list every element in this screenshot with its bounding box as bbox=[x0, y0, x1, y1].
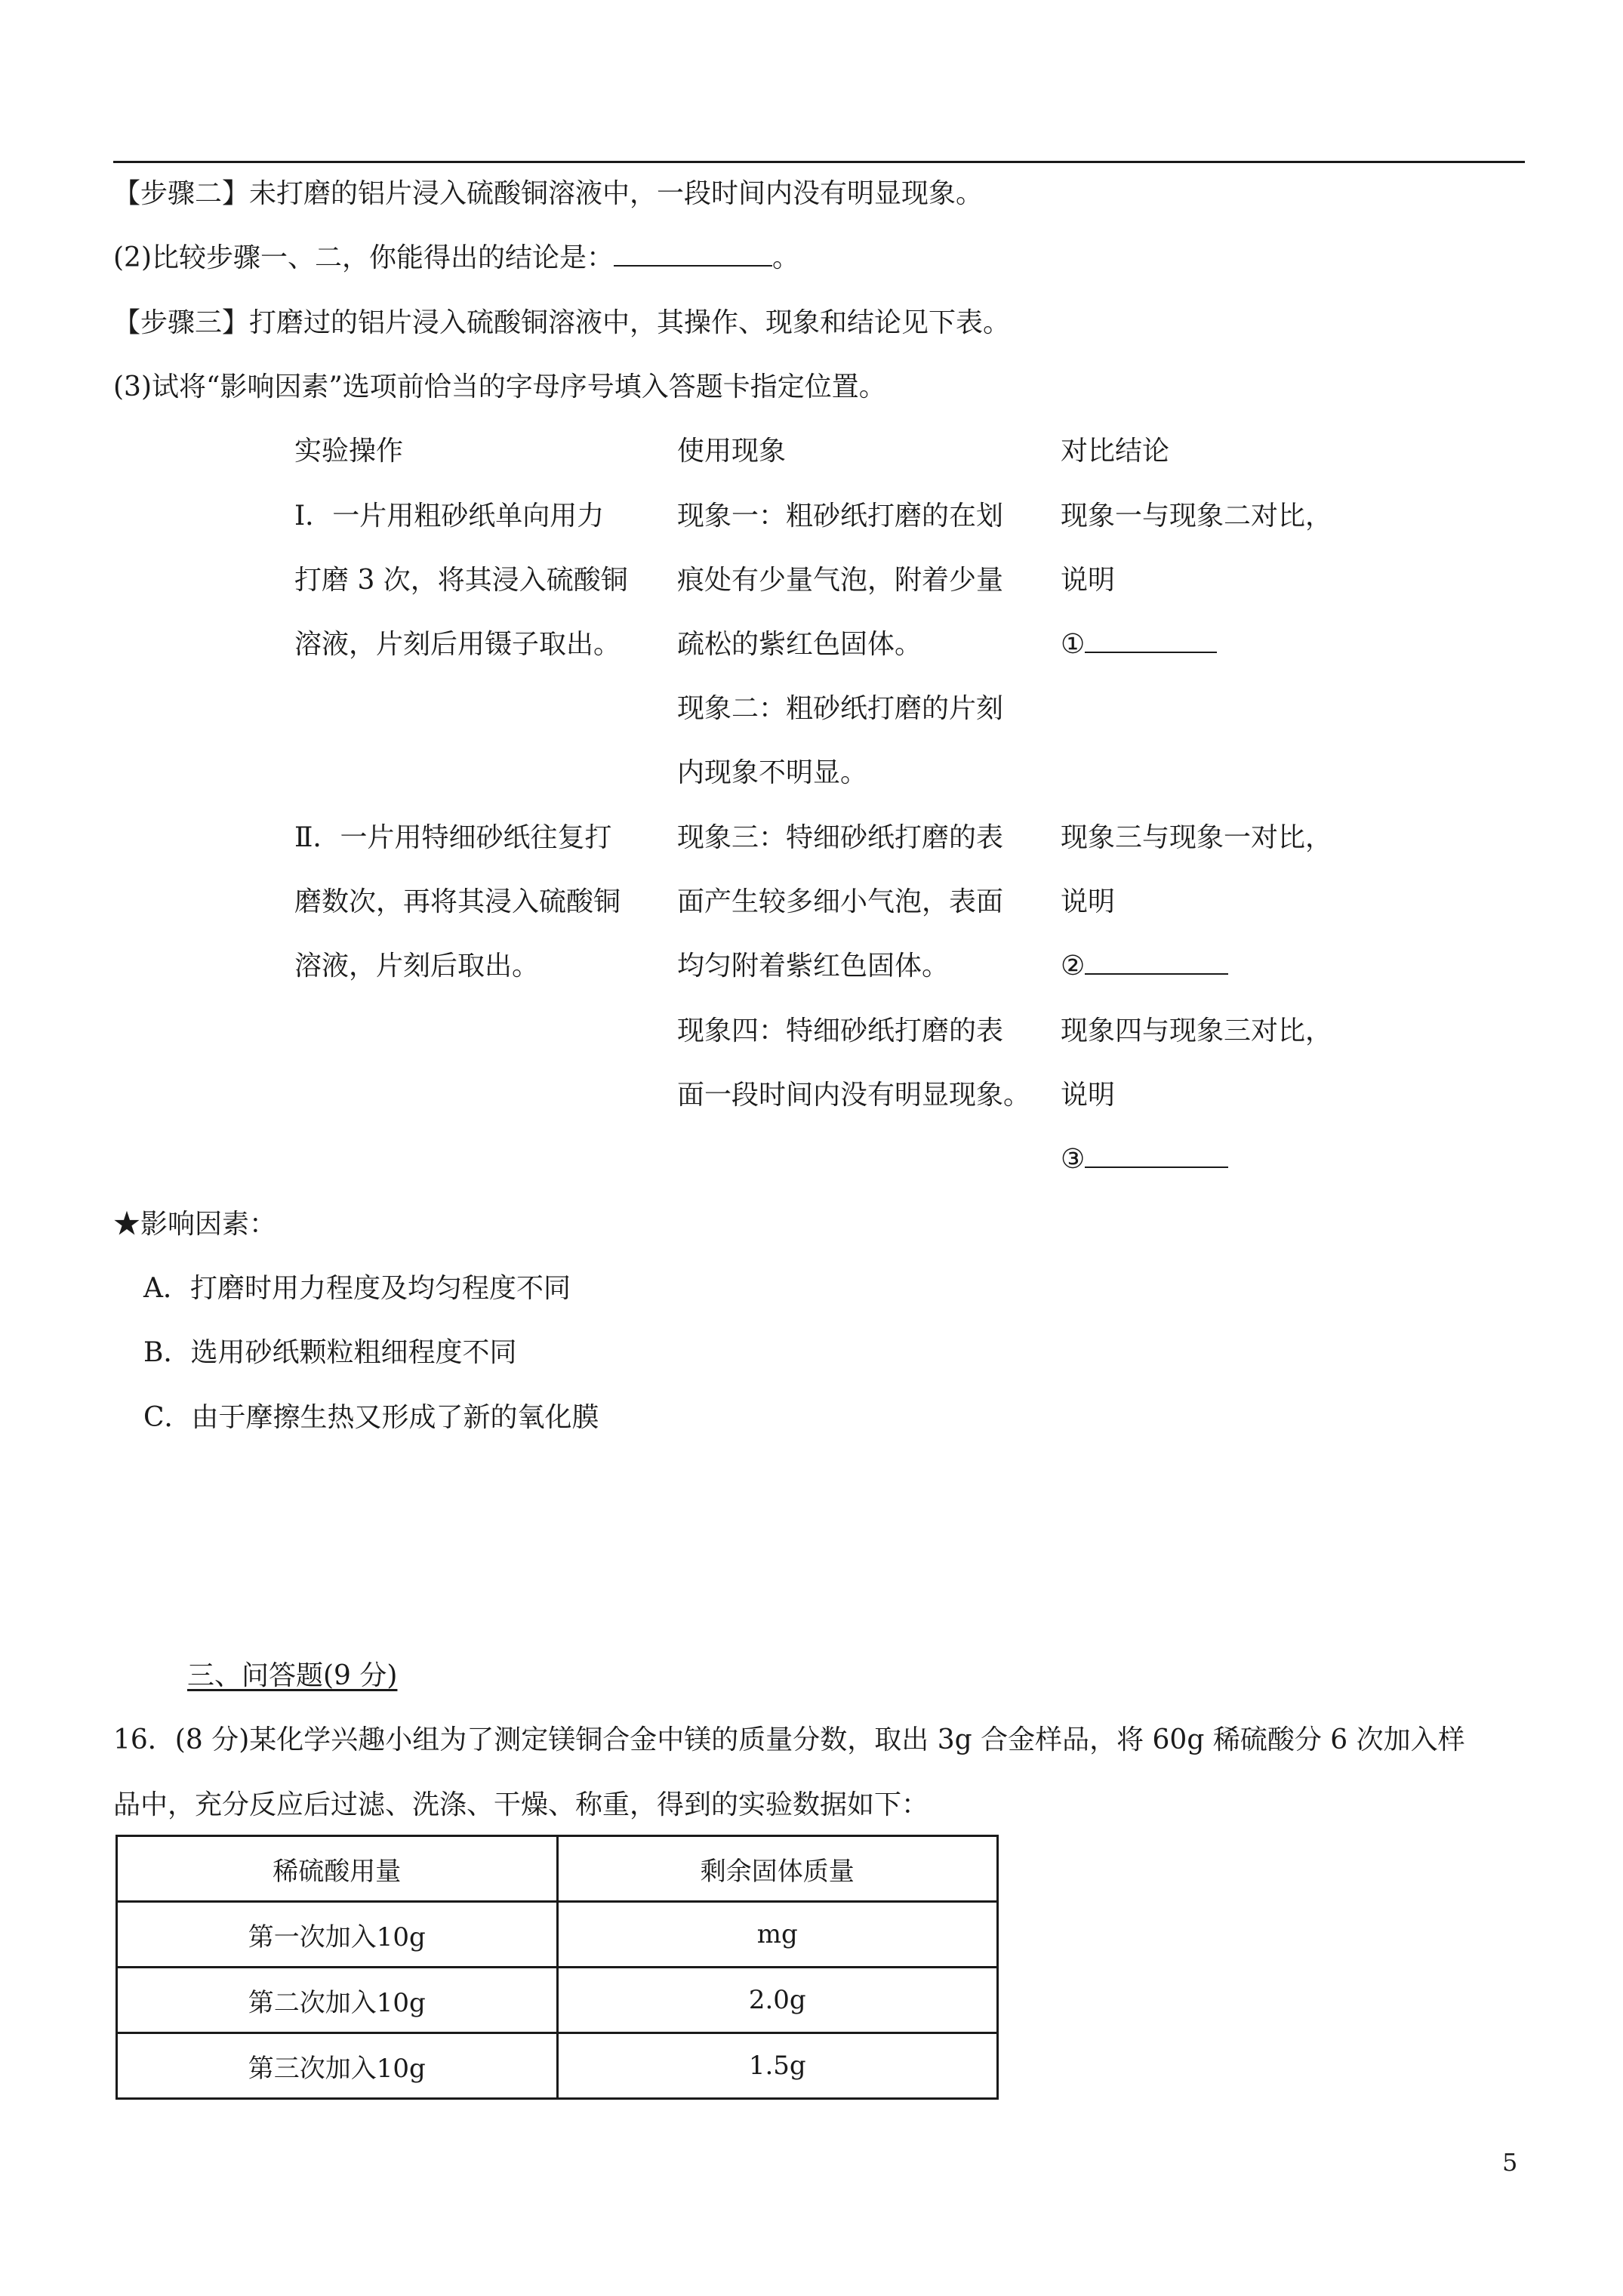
answer-blank-circled-2[interactable] bbox=[1085, 948, 1228, 975]
answer-blank-circled-3[interactable] bbox=[1085, 1141, 1228, 1168]
page-number: 5 bbox=[1502, 2148, 1518, 2177]
table-row bbox=[117, 1968, 998, 2033]
header-rule bbox=[113, 161, 1525, 163]
circled-2: ② bbox=[1061, 951, 1086, 982]
op1-line: Ⅰ．一片用粗砂纸单向用力 bbox=[294, 501, 605, 532]
con1-line: 现象一与现象二对比， bbox=[1061, 501, 1333, 532]
op2-line: 磨数次，再将其浸入硫酸铜 bbox=[294, 886, 621, 917]
con2-answer bbox=[1061, 948, 1228, 985]
ph1-line: 疏松的紫红色固体。 bbox=[677, 629, 922, 660]
table-cell: 第二次加入10g bbox=[117, 1968, 558, 2033]
table-cell: 第三次加入10g bbox=[117, 2033, 558, 2099]
ph2-line: 现象四：特细砂纸打磨的表 bbox=[677, 1015, 1004, 1046]
con3-line: 说明 bbox=[1061, 1080, 1116, 1111]
ph2-line: 面产生较多细小气泡，表面 bbox=[677, 886, 1004, 917]
ph2-line: 现象三：特细砂纸打磨的表 bbox=[677, 822, 1004, 853]
ph1-line: 痕处有少量气泡，附着少量 bbox=[677, 565, 1004, 596]
circled-3: ③ bbox=[1061, 1144, 1086, 1175]
header-operation: 实验操作 bbox=[294, 436, 404, 467]
op1-line: 溶液，片刻后用镊子取出。 bbox=[294, 629, 621, 660]
con3-line: 现象四与现象三对比， bbox=[1061, 1015, 1333, 1046]
step2-text: 【步骤二】未打磨的铝片浸入硫酸铜溶液中，一段时间内没有明显现象。 bbox=[113, 178, 984, 209]
question-2-text: (2)比较步骤一、二，你能得出的结论是： bbox=[113, 242, 614, 273]
ph1-line: 现象二：粗砂纸打磨的片刻 bbox=[677, 693, 1004, 724]
answer-blank-circled-1[interactable] bbox=[1085, 626, 1217, 653]
circled-1: ① bbox=[1061, 629, 1086, 660]
table-header-row bbox=[117, 1836, 998, 1902]
ph2-line: 面一段时间内没有明显现象。 bbox=[677, 1080, 1031, 1111]
table-cell: mg bbox=[557, 1902, 998, 1968]
table-row bbox=[117, 1902, 998, 1968]
op2-line: Ⅱ．一片用特细砂纸往复打 bbox=[294, 822, 612, 853]
ph1-line: 内现象不明显。 bbox=[677, 757, 868, 788]
table-header-cell: 剩余固体质量 bbox=[557, 1836, 998, 1902]
ph1-line: 现象一：粗砂纸打磨的在划 bbox=[677, 501, 1004, 532]
con3-answer bbox=[1061, 1141, 1228, 1179]
question-2 bbox=[113, 239, 799, 277]
table-cell: 2.0g bbox=[557, 1968, 998, 2033]
con2-line: 现象三与现象一对比， bbox=[1061, 822, 1333, 853]
table-cell: 1.5g bbox=[557, 2033, 998, 2099]
table-header-cell: 稀硫酸用量 bbox=[117, 1836, 558, 1902]
table-cell: 第一次加入10g bbox=[117, 1902, 558, 1968]
question-16-line1: 16．(8 分)某化学兴趣小组为了测定镁铜合金中镁的质量分数，取出 3g 合金样品，将 60g 稀硫酸分 6 次加入样 bbox=[113, 1724, 1465, 1755]
factors-title: ★影响因素： bbox=[113, 1209, 277, 1240]
step3-text: 【步骤三】打磨过的铝片浸入硫酸铜溶液中，其操作、现象和结论见下表。 bbox=[113, 307, 1011, 338]
con1-line: 说明 bbox=[1061, 565, 1116, 596]
factor-option-b: B．选用砂纸颗粒粗细程度不同 bbox=[143, 1337, 517, 1368]
section-title: 三、问答题(9 分) bbox=[187, 1660, 398, 1691]
header-phenomenon: 使用现象 bbox=[677, 436, 787, 467]
question-16-line2: 品中，充分反应后过滤、洗涤、干燥、称重，得到的实验数据如下： bbox=[113, 1789, 929, 1820]
factor-option-c: C．由于摩擦生热又形成了新的氧化膜 bbox=[143, 1402, 599, 1433]
data-table bbox=[115, 1835, 999, 2100]
header-conclusion: 对比结论 bbox=[1061, 436, 1170, 467]
con2-line: 说明 bbox=[1061, 886, 1116, 917]
answer-blank-2[interactable] bbox=[614, 239, 772, 267]
factor-option-a: A．打磨时用力程度及均匀程度不同 bbox=[143, 1273, 571, 1304]
con1-answer bbox=[1061, 626, 1217, 664]
op1-line: 打磨 3 次，将其浸入硫酸铜 bbox=[294, 565, 628, 596]
table-row bbox=[117, 2033, 998, 2099]
question-2-suffix: 。 bbox=[772, 242, 800, 273]
op2-line: 溶液，片刻后取出。 bbox=[294, 951, 540, 982]
question-3: (3)试将“影响因素”选项前恰当的字母序号填入答题卡指定位置。 bbox=[113, 371, 886, 402]
ph2-line: 均匀附着紫红色固体。 bbox=[677, 951, 950, 982]
